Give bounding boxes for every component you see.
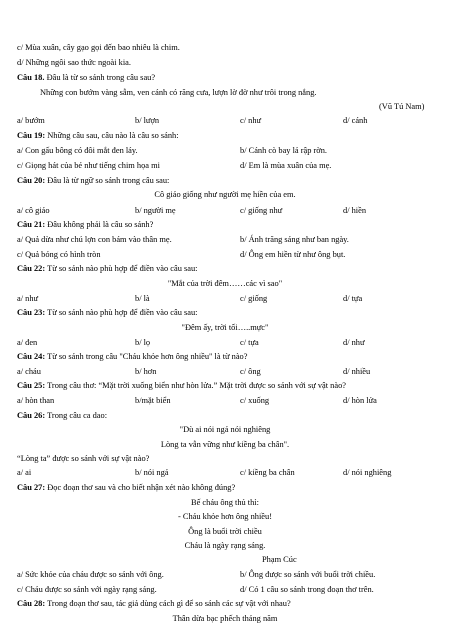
question-text: Từ so sánh nào phù hợp để điền vào câu sau: [45, 308, 198, 318]
question-number: Câu 27: [17, 483, 46, 493]
question-text: Trong câu ca dao: [45, 410, 108, 420]
centered-line: "Dù ai nói ngả nói nghiêng [179, 425, 271, 435]
answer-option: b/ Ánh trăng sáng như ban ngày. [240, 235, 349, 245]
question-line [17, 265, 197, 273]
question-line [17, 484, 235, 492]
question-line [17, 412, 107, 420]
question-text: Đâu là từ ngữ so sánh trong câu sau: [45, 175, 170, 185]
question-number: Câu 21: [17, 220, 46, 230]
question-line [17, 309, 197, 317]
question-number: Câu 22: [17, 264, 46, 274]
question-line [17, 221, 153, 229]
answer-option: a/ Con gấu bông có đôi mắt đen láy. [17, 146, 138, 156]
answer-option: b/ hơn [135, 366, 157, 376]
answer-option: b/ Cánh cò bay lả rập rờn. [240, 146, 327, 156]
answer-option: d/ như [343, 337, 365, 347]
answer-option: d/ Ông em hiền từ như ông bụt. [240, 249, 346, 259]
answer-option: c/ như [240, 116, 262, 126]
answer-option: d/ hòn lửa [343, 396, 377, 406]
question-number: Câu 24: [17, 352, 46, 362]
question-line [17, 382, 346, 390]
answer-option: b/ người mẹ [135, 205, 176, 215]
question-number: Câu 19: [17, 130, 46, 140]
answer-option: b/ nói ngả [135, 468, 169, 478]
question-line [17, 132, 179, 140]
answer-option: c/ giống [240, 293, 268, 303]
question-number: Câu 26: [17, 410, 46, 420]
answer-option: c/ tựa [240, 337, 259, 347]
answer-option: a/ Quả dừa như chú lợn con bám vào thân mẹ. [17, 235, 172, 245]
answer-option: d/ hiền [343, 205, 367, 215]
text-line: “Lòng ta” được so sánh với sự vật nào? [17, 453, 150, 463]
answer-option: c/ giống như [240, 205, 283, 215]
answer-option: d/ tựa [343, 293, 363, 303]
question-text: Đâu là từ so sánh trong câu sau? [44, 73, 156, 83]
centered-line: - Cháu khỏe hơn ông nhiều! [178, 512, 272, 522]
answer-option: c/ Giọng hát của bé như tiếng chim họa mi [17, 160, 160, 170]
question-line [17, 177, 169, 185]
answer-option: c/ xuống [240, 396, 270, 406]
question-line [17, 353, 247, 361]
text-line: (Vũ Tú Nam) [379, 102, 425, 112]
answer-option: d/ Em là mùa xuân của mẹ. [240, 160, 332, 170]
question-text: Đọc đoạn thơ sau và cho biết nhận xét nào không đúng? [45, 483, 236, 493]
question-text: Trong đoạn thơ sau, tác giả dùng cách gì để so sánh các sự vật với nhau? [45, 599, 291, 609]
answer-option: a/ như [17, 293, 39, 303]
answer-option: c/ ông [240, 366, 261, 376]
text-line: Những con bướm vàng sẫm, ven cánh có răng cưa, lượn lờ đờ như trôi trong nắng. [40, 87, 317, 97]
answer-option: c/ kiềng ba chân [240, 468, 295, 478]
answer-option: a/ hòn than [17, 396, 55, 406]
question-text: Trong câu thơ: “Mặt trời xuống biển như hòn lửa.” Mặt trời được so sánh với sự vật nào? [45, 381, 346, 391]
question-number: Câu 23: [17, 308, 46, 318]
question-text: Từ so sánh trong câu "Cháu khỏe hơn ông nhiều" là từ nào? [45, 352, 248, 362]
answer-option: a/ ai [17, 468, 32, 478]
centered-line: Bế cháu ông thủ thỉ: [191, 497, 259, 507]
question-line [17, 600, 291, 608]
answer-option: a/ cô giáo [17, 205, 50, 215]
question-text: Từ so sánh nào phù hợp để điền vào câu sau: [45, 264, 198, 274]
centered-line: Thân dừa bạc phếch tháng năm [172, 613, 278, 623]
question-text: Những câu sau, câu nào là câu so sánh: [45, 130, 179, 140]
answer-option: c/ Quả bóng có hình tròn [17, 249, 101, 259]
centered-line: "Đêm ấy, trời tối…..mực" [181, 322, 269, 332]
question-line [17, 74, 155, 82]
answer-option: b/ Ông được so sánh với buổi trời chiều. [240, 569, 376, 579]
answer-option: c/ Cháu được so sánh với ngày rạng sáng. [17, 584, 157, 594]
answer-option: a/ Sức khỏe của cháu được so sánh với ông. [17, 569, 164, 579]
centered-line: Cô giáo giống như người mẹ hiền của em. [154, 190, 296, 200]
answer-option: a/ đen [17, 337, 38, 347]
centered-line: "Mắt của trời đêm……các vì sao" [167, 278, 283, 288]
centered-line: Lòng ta vẫn vững như kiềng ba chân". [160, 440, 290, 450]
answer-option: a/ bướm [17, 116, 45, 126]
answer-option: b/ lượn [135, 116, 160, 126]
answer-option: d/ cánh [343, 116, 368, 126]
answer-option: d/ Có 1 câu so sánh trong đoạn thơ trên. [240, 584, 374, 594]
answer-option: a/ cháu [17, 366, 41, 376]
text-line: d/ Những ngôi sao thức ngoài kia. [17, 57, 131, 67]
centered-line: Cháu là ngày rạng sáng. [184, 540, 266, 550]
centered-line: Ông là buổi trời chiều [188, 526, 262, 536]
answer-option: b/mặt biển [135, 396, 171, 406]
answer-option: b/ lọ [135, 337, 151, 347]
question-number: Câu 18. [17, 73, 45, 83]
text-line: Phạm Cúc [262, 555, 297, 565]
question-text: Đâu không phải là câu so sánh? [45, 220, 154, 230]
answer-option: d/ nói nghiêng [343, 468, 392, 478]
text-line: c/ Mùa xuân, cây gạo gọi đến bao nhiêu là chim. [17, 42, 180, 52]
question-number: Câu 20: [17, 175, 46, 185]
question-number: Câu 25: [17, 381, 46, 391]
answer-option: b/ là [135, 293, 150, 303]
answer-option: d/ nhiều [343, 366, 371, 376]
question-number: Câu 28: [17, 599, 46, 609]
